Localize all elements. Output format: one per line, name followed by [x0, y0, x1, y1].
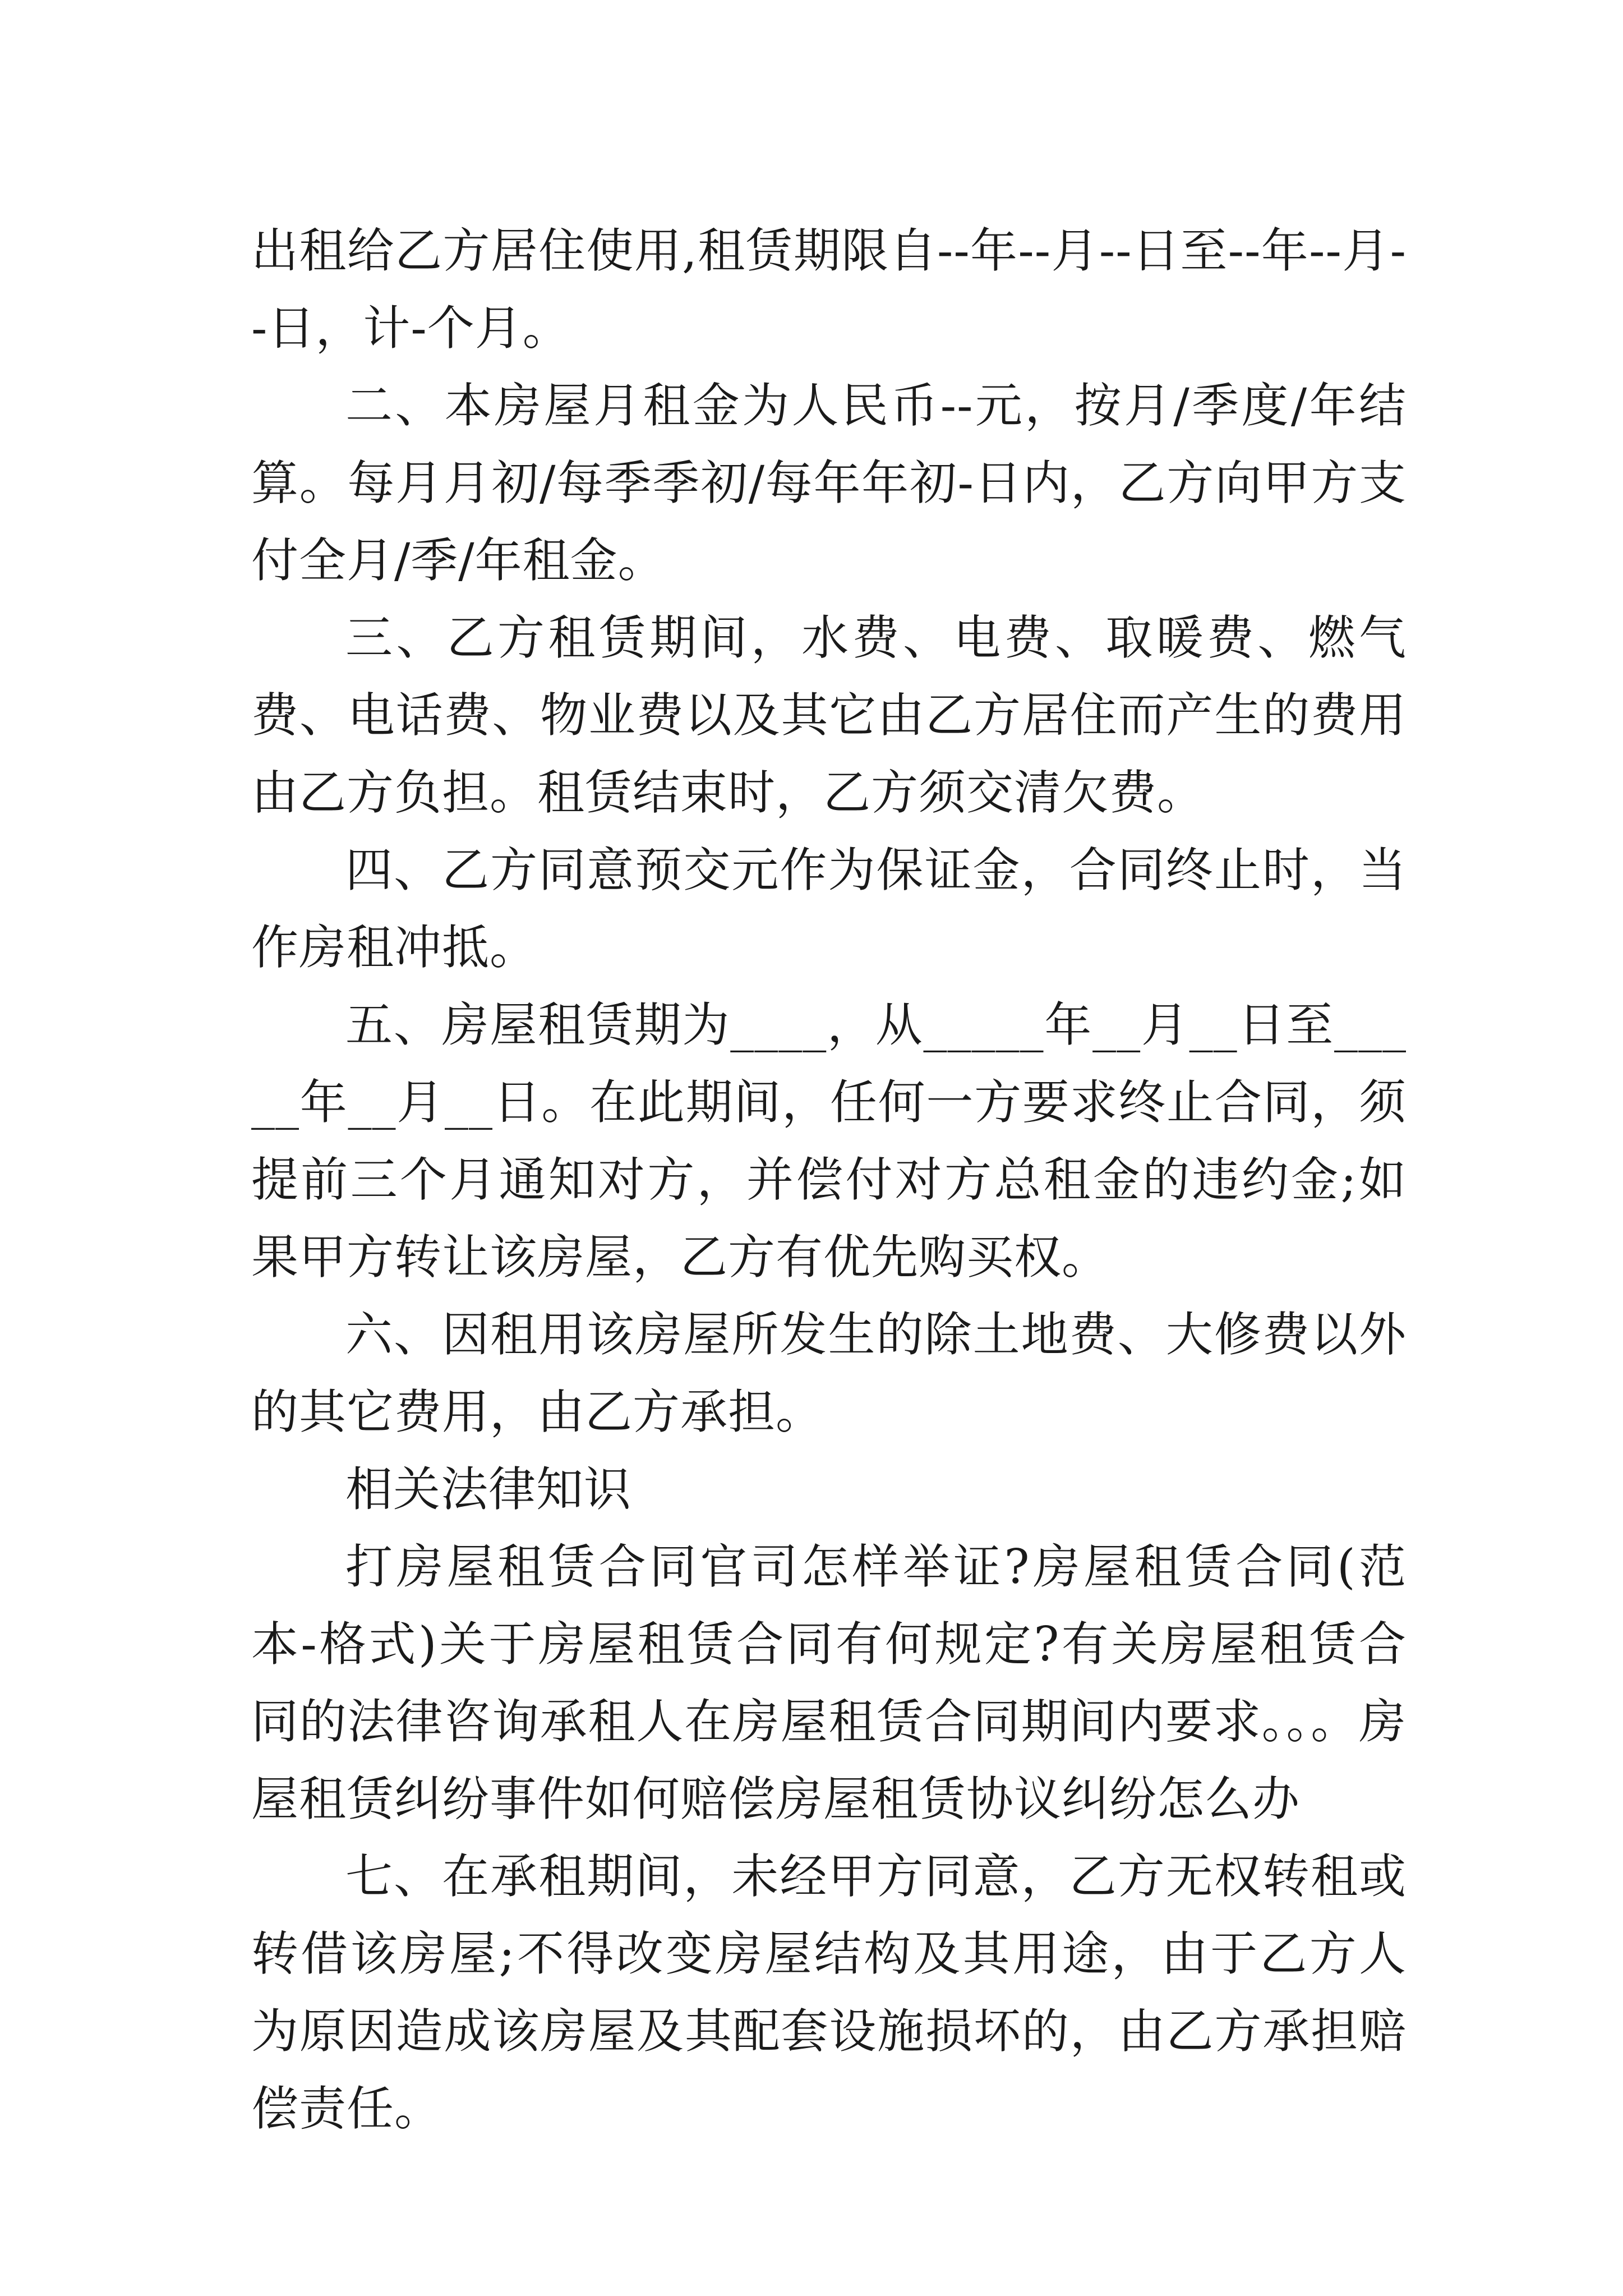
paragraph-legal-knowledge-links: 打房屋租赁合同官司怎样举证?房屋租赁合同(范本-格式)关于房屋租赁合同有何规定?有关房屋租赁合同的法律咨询承租人在房屋租赁合同期间内要求。。。房屋租赁纠纷事件如何赔偿房屋租赁协议纠纷怎么办	[251, 1539, 1407, 1826]
paragraph-clause-2-rent: 二、本房屋月租金为人民币--元，按月/季度/年结算。每月月初/每季季初/每年年初-日内，乙方向甲方支付全月/季/年租金。	[251, 378, 1407, 588]
section-heading-legal-knowledge: 相关法律知识	[345, 1462, 632, 1517]
paragraph-clause-4-deposit: 四、乙方同意预交元作为保证金，合同终止时，当作房租冲抵。	[251, 843, 1407, 975]
paragraph-lease-term-continued: 出租给乙方居住使用,租赁期限自--年--月--日至--年--月--日，计-个月。	[251, 223, 1407, 356]
document-body	[251, 212, 1407, 2147]
paragraph-clause-6-other-costs: 六、因租用该房屋所发生的除土地费、大修费以外的其它费用，由乙方承担。	[251, 1307, 1407, 1439]
paragraph-clause-7-sublease: 七、在承租期间，未经甲方同意，乙方无权转租或转借该房屋;不得改变房屋结构及其用途，由于乙方人为原因造成该房屋及其配套设施损坏的，由乙方承担赔偿责任。	[251, 1849, 1407, 2136]
paragraph-clause-3-fees: 三、乙方租赁期间，水费、电费、取暖费、燃气费、电话费、物业费以及其它由乙方居住而产生的费用由乙方负担。租赁结束时，乙方须交清欠费。	[251, 610, 1407, 820]
paragraph-clause-5-term: 五、房屋租赁期为____，从_____年__月__日至_____年__月__日。在此期间，任何一方要求终止合同，须提前三个月通知对方，并偿付对方总租金的违约金;如果甲方转让该房屋，乙方有优先购买权。	[251, 997, 1407, 1285]
